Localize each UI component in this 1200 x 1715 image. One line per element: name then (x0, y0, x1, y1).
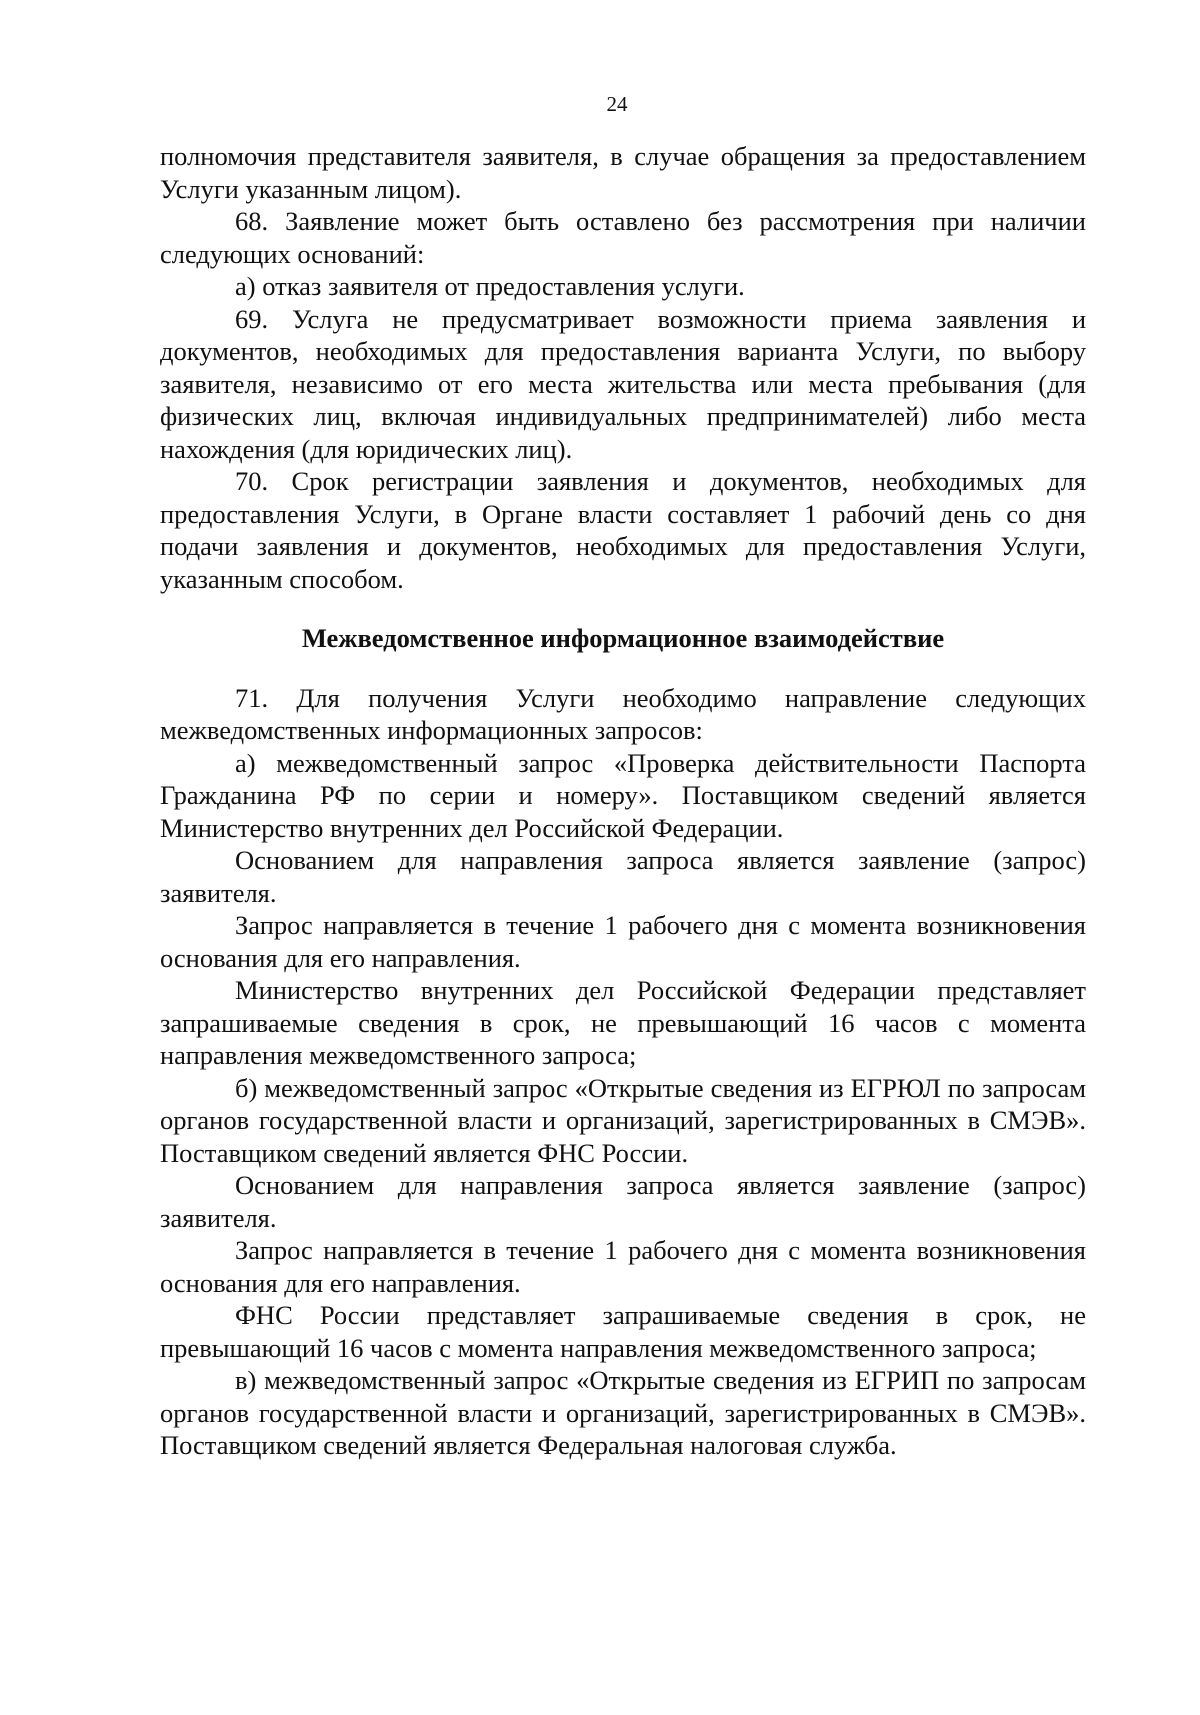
paragraph-p71v: в) межведомственный запрос «Открытые сведения из ЕГРИП по запросам органов государственной власти и организаций, зарегистрированных в СМЭВ». Поставщиком сведений является Федеральная налоговая служба. (160, 1365, 1086, 1460)
page-number: 24 (606, 92, 628, 116)
paragraph-p71b: б) межведомственный запрос «Открытые сведения из ЕГРЮЛ по запросам органов государственной власти и организаций, зарегистрированных в СМЭВ». Поставщиком сведений является ФНС России. (160, 1072, 1086, 1168)
paragraphs-before-heading (160, 140, 1086, 595)
paragraph-p71a-provider: Министерство внутренних дел Российской Федерации представляет запрашиваемые сведения в срок, не превышающий 16 часов с момента направления межведомственного запроса; (160, 975, 1086, 1070)
paragraph-p71: 71. Для получения Услуги необходимо направление следующих межведомственных информационных запросов: (160, 682, 1086, 745)
paragraph-p70: 70. Срок регистрации заявления и документов, необходимых для предоставления Услуги, в Органе власти составляет 1 рабочий день со дня подачи заявления и документов, необходимых для предоставления Услуги, указанным способом. (160, 466, 1086, 594)
paragraph-p71a-term: Запрос направляется в течение 1 рабочего дня с момента возникновения основания для его направления. (160, 910, 1086, 973)
paragraph-p68a: а) отказ заявителя от предоставления услуги. (235, 271, 745, 301)
paragraph-p71b-basis: Основанием для направления запроса является заявление (запрос) заявителя. (160, 1170, 1086, 1233)
paragraph-p71a-basis: Основанием для направления запроса является заявление (запрос) заявителя. (160, 845, 1086, 908)
document-body (160, 140, 1086, 1462)
paragraph-p71b-provider: ФНС России представляет запрашиваемые сведения в срок, не превышающий 16 часов с момента направления межведомственного запроса; (160, 1300, 1086, 1363)
paragraph-p71a: а) межведомственный запрос «Проверка действительности Паспорта Гражданина РФ по серии и номеру». Поставщиком сведений является Министерство внутренних дел Российской Федерации. (160, 747, 1086, 843)
paragraph-p68: 68. Заявление может быть оставлено без рассмотрения при наличии следующих оснований: (160, 206, 1086, 269)
paragraph-p71b-term: Запрос направляется в течение 1 рабочего дня с момента возникновения основания для его направления. (160, 1235, 1086, 1298)
paragraph-p69: 69. Услуга не предусматривает возможности приема заявления и документов, необходимых для предоставления варианта Услуги, по выбору заявителя, независимо от его места жительства или места пребывания (для физических лиц, включая индивидуальных предпринимателей) либо места нахождения (для юридических лиц). (160, 303, 1086, 464)
paragraphs-after-heading (160, 682, 1086, 1462)
section-heading: Межведомственное информационное взаимодействие (301, 623, 945, 653)
paragraph-p-continuation: полномочия представителя заявителя, в случае обращения за предоставлением Услуги указанным лицом). (160, 141, 1086, 204)
